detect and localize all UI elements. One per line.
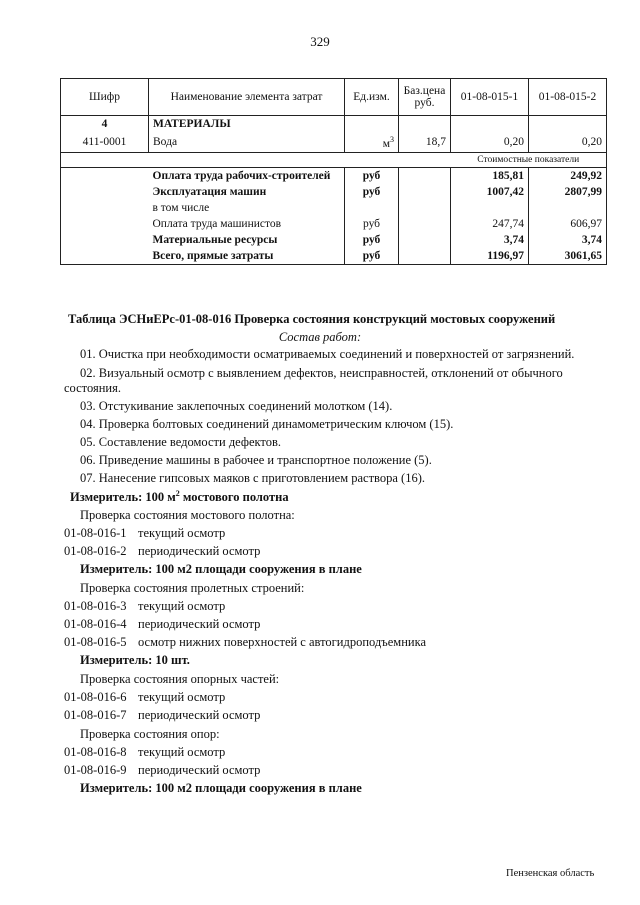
item-code: 01-08-016-2 — [64, 544, 127, 558]
row-unit: руб — [345, 184, 399, 200]
cost-table — [60, 78, 607, 265]
meter-label: Измеритель: 100 м2 площади сооружения в плане — [80, 562, 362, 576]
row-val-2: 2807,99 — [529, 184, 607, 200]
row-val-1: 1196,97 — [451, 248, 529, 265]
item-code: 01-08-016-7 — [64, 708, 127, 722]
item-description: текущий осмотр — [138, 690, 226, 704]
item-description: периодический осмотр — [138, 763, 261, 777]
row-name: Всего, прямые затраты — [149, 248, 345, 265]
page-number: 329 — [310, 34, 330, 49]
item-code: 01-08-016-3 — [64, 599, 127, 613]
work-item: 01. Очистка при необходимости осматриваемых соединений и поверхностей от загрязнений. — [80, 347, 575, 361]
item-description: периодический осмотр — [138, 708, 261, 722]
row-val-2: 606,97 — [529, 216, 607, 232]
group-heading: Проверка состояния опорных частей: — [80, 672, 280, 686]
material-name: Вода — [149, 132, 345, 152]
section-name: МАТЕРИАЛЫ — [149, 116, 345, 133]
meter-label: Измеритель: 100 м2 площади сооружения в плане — [80, 781, 362, 795]
section-number: 4 — [61, 116, 149, 133]
row-name: в том числе — [152, 201, 210, 214]
material-base-price: 18,7 — [399, 132, 451, 152]
header-col-2: 01-08-015-2 — [529, 79, 607, 116]
table-row — [61, 216, 607, 232]
footer-region: Пензенская область — [506, 868, 595, 879]
header-col-1: 01-08-015-1 — [451, 79, 529, 116]
row-val-1: 3,74 — [451, 232, 529, 248]
materials-section-row — [61, 116, 607, 133]
header-base-price: Баз.цена руб. — [399, 79, 451, 116]
group-heading: Проверка состояния пролетных строений: — [80, 581, 305, 595]
meter-label: Измеритель: 10 шт. — [80, 653, 190, 667]
table-header-row — [61, 79, 607, 116]
material-val-2: 0,20 — [529, 132, 607, 152]
row-name: Оплата труда рабочих-строителей — [149, 167, 345, 184]
table-row — [61, 232, 607, 248]
work-item: 03. Отстукивание заклепочных соединений молотком (14). — [80, 399, 393, 413]
header-unit: Ед.изм. — [345, 79, 399, 116]
row-val-2: 3,74 — [529, 232, 607, 248]
work-item: состояния. — [64, 381, 121, 395]
row-unit: руб — [345, 167, 399, 184]
section-title: Таблица ЭСНиЕРс-01-08-016 Проверка состояния конструкций мостовых сооружений — [68, 312, 556, 326]
materials-item-row — [61, 132, 607, 152]
row-val-1: 185,81 — [451, 167, 529, 184]
row-name: Материальные ресурсы — [152, 233, 278, 246]
item-description: периодический осмотр — [138, 544, 261, 558]
work-item: 05. Составление ведомости дефектов. — [80, 435, 282, 449]
material-code: 411-0001 — [61, 132, 149, 152]
row-val-2: 3061,65 — [529, 248, 607, 265]
row-unit: руб — [345, 248, 399, 265]
work-composition-title: Состав работ: — [278, 330, 362, 344]
table-row — [61, 184, 607, 200]
item-code: 01-08-016-9 — [64, 763, 127, 777]
table-row — [61, 248, 607, 265]
row-val-2: 249,92 — [529, 167, 607, 184]
indicators-row — [61, 152, 607, 167]
table-row — [61, 167, 607, 184]
item-code: 01-08-016-1 — [64, 526, 127, 540]
material-val-1: 0,20 — [451, 132, 529, 152]
item-code: 01-08-016-5 — [64, 635, 127, 649]
header-code: Шифр — [61, 79, 149, 116]
item-code: 01-08-016-4 — [64, 617, 127, 631]
work-item: 07. Нанесение гипсовых маяков с приготовлением раствора (16). — [80, 471, 425, 485]
row-val-1: 1007,42 — [451, 184, 529, 200]
item-description: осмотр нижних поверхностей с автогидроподъемника — [138, 635, 427, 649]
row-unit: руб — [345, 216, 399, 232]
material-unit: $м^3$ — [345, 132, 399, 152]
group-heading: Проверка состояния мостового полотна: — [80, 508, 295, 522]
item-code: 01-08-016-8 — [64, 745, 127, 759]
row-name: Оплата труда машинистов — [152, 217, 282, 230]
item-code: 01-08-016-6 — [64, 690, 127, 704]
work-item: 04. Проверка болтовых соединений динамометрическим ключом (15). — [80, 417, 454, 431]
meter-label: Измеритель: 100 $м^2$ мостового полотна — [70, 489, 289, 505]
table-row — [61, 200, 607, 216]
item-description: текущий осмотр — [138, 745, 226, 759]
indicators-label: Стоимостные показатели — [451, 152, 607, 167]
row-unit: руб — [345, 232, 399, 248]
item-description: текущий осмотр — [138, 526, 226, 540]
group-heading: Проверка состояния опор: — [80, 727, 220, 741]
row-name: Эксплуатация машин — [152, 185, 267, 198]
work-item: 06. Приведение машины в рабочее и транспортное положение (5). — [80, 453, 432, 467]
work-item: 02. Визуальный осмотр с выявлением дефектов, неисправностей, отклонений от обычного — [80, 366, 563, 380]
item-description: текущий осмотр — [138, 599, 226, 613]
row-val-1: 247,74 — [451, 216, 529, 232]
header-name: Наименование элемента затрат — [149, 79, 345, 116]
item-description: периодический осмотр — [138, 617, 261, 631]
